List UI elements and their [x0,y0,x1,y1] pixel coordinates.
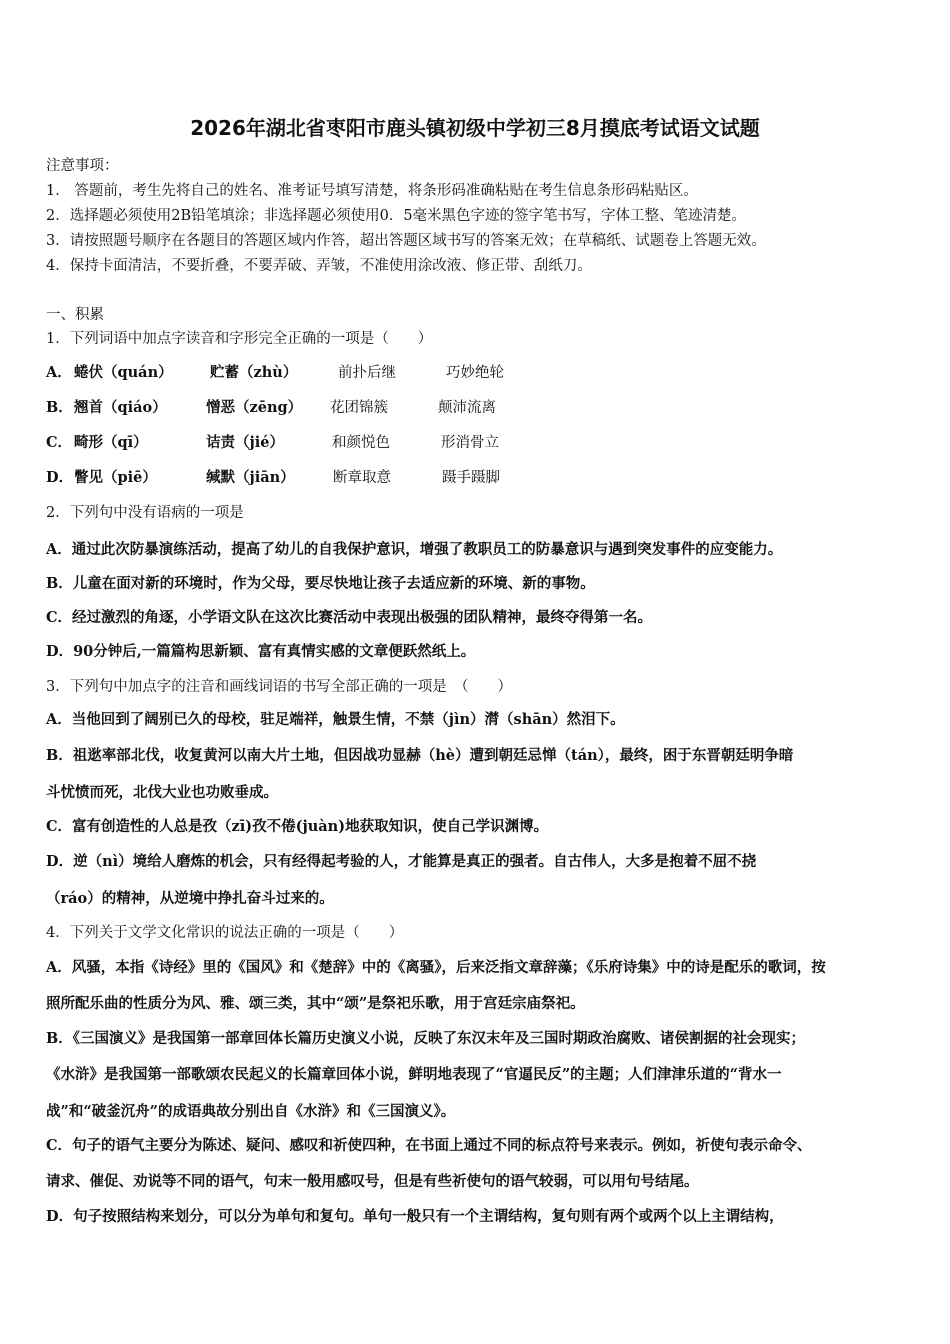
notice-item: 1． 答题前，考生先将自己的姓名、准考证号填写清楚，将条形码准确粘贴在考生信息条形码粘贴区。 [46,183,698,199]
q4-line: B．《三国演义》是我国第一部章回体长篇历史演义小说，反映了东汉末年及三国时期政治腐败、诸侯割据的社会现实； [46,1030,806,1047]
q2-option: A．通过此次防暴演练活动，提高了幼儿的自我保护意识，增强了教职员工的防暴意识与遇到突发事件的应变能力。 [46,541,783,558]
q3-line: （ráo）的精神，从逆境中挣扎奋斗过来的。 [46,890,334,907]
q1-word: 巧妙绝轮 [446,365,504,381]
q3-line: C．富有创造性的人总是孜（zī)孜不倦(juàn)地获取知识，使自己学识渊博。 [46,818,549,835]
q3-line: D．逆（nì）境给人磨炼的机会，只有经得起考验的人，才能算是真正的强者。自古伟人，大多是抱着不屈不挠 [46,853,757,870]
q1-word: 蜷伏（quán） [74,364,173,381]
q2-option: B．儿童在面对新的环境时，作为父母，要尽快地让孩子去适应新的环境、新的事物。 [46,575,595,592]
notice-item: 4．保持卡面清洁，不要折叠，不要弄破、弄皱，不准使用涂改液、修正带、刮纸刀。 [46,258,592,274]
q3-line: A．当他回到了阔别已久的母校，驻足端祥，触景生情，不禁（jìn）潸（shān）然泪下。 [46,711,625,728]
q4-stem: 4．下列关于文学文化常识的说法正确的一项是（ ） [46,925,404,941]
exam-title: 2026年湖北省枣阳市鹿头镇初级中学初三8月摸底考试语文试题 [190,116,760,140]
q4-line: 照所配乐曲的性质分为风、雅、颂三类，其中“颂”是祭祀乐歌，用于宫廷宗庙祭祀。 [46,995,585,1012]
notice-item: 3．请按照题号顺序在各题目的答题区域内作答，超出答题区域书写的答案无效；在草稿纸、试题卷上答题无效。 [46,233,766,249]
q4-line: A．风骚，本指《诗经》里的《国风》和《楚辞》中的《离骚》，后来泛指文章辞藻；《乐府诗集》中的诗是配乐的歌词，按 [46,959,826,976]
q4-line: D．句子按照结构来划分，可以分为单句和复句。单句一般只有一个主谓结构，复句则有两个或两个以上主谓结构， [46,1208,784,1225]
q3-stem: 3．下列句中加点字的注音和画线词语的书写全部正确的一项是 （ ） [46,679,512,695]
q1-word: 畸形（qī） [74,434,148,451]
q1-option-label: D． [46,469,74,486]
q1-option-label: B． [46,399,73,416]
notice-heading: 注意事项： [46,158,119,174]
q1-word: 瞥见（piē） [74,469,157,486]
q4-line: C．句子的语气主要分为陈述、疑问、感叹和祈使四种，在书面上通过不同的标点符号来表示。例如，祈使句表示命令、 [46,1137,812,1154]
q1-word: 颠沛流离 [438,400,496,416]
section-heading: 一、积累 [46,307,104,323]
q1-word: 诘责（jié） [206,434,284,451]
q3-line: B．祖逖率部北伐，收复黄河以南大片土地，但因战功显赫（hè）遭到朝廷忌惮（tán），最终，困于东晋朝廷明争暗 [46,747,794,764]
q1-word: 形消骨立 [441,435,499,451]
q1-word: 翘首（qiáo） [74,399,167,416]
q1-stem: 1．下列词语中加点字读音和字形完全正确的一项是（ ） [46,331,433,347]
q1-option-label: C． [46,434,73,451]
q1-option-label: A． [46,364,72,381]
q2-stem: 2．下列句中没有语病的一项是 [46,505,244,521]
q1-word: 贮蓄（zhù） [210,364,298,381]
q2-option: D．90分钟后,一篇篇构思新颖、富有真情实感的文章便跃然纸上。 [46,643,476,660]
q1-word: 和颜悦色 [332,435,390,451]
q3-line: 斗忧愤而死，北伐大业也功败垂成。 [46,784,278,801]
q1-word: 花团锦簇 [330,400,388,416]
q1-word: 前扑后继 [338,365,396,381]
q4-line: 《水浒》是我国第一部歌颂农民起义的长篇章回体小说，鲜明地表现了“官逼民反”的主题；人们津津乐道的“背水一 [46,1066,782,1083]
q4-line: 请求、催促、劝说等不同的语气，句末一般用感叹号，但是有些祈使句的语气较弱，可以用句号结尾。 [46,1173,699,1190]
q1-word: 缄默（jiān） [206,469,295,486]
q2-option: C．经过激烈的角逐，小学语文队在这次比赛活动中表现出极强的团队精神，最终夺得第一名。 [46,609,653,626]
q1-word: 蹑手蹑脚 [442,470,500,486]
q4-line: 战”和“破釜沉舟”的成语典故分别出自《水浒》和《三国演义》。 [46,1103,456,1120]
q1-word: 断章取意 [333,470,391,486]
notice-item: 2．选择题必须使用2B铅笔填涂；非选择题必须使用0．5毫米黑色字迹的签字笔书写，字体工整、笔迹清楚。 [46,208,747,224]
q1-word: 憎恶（zēng） [206,399,303,416]
